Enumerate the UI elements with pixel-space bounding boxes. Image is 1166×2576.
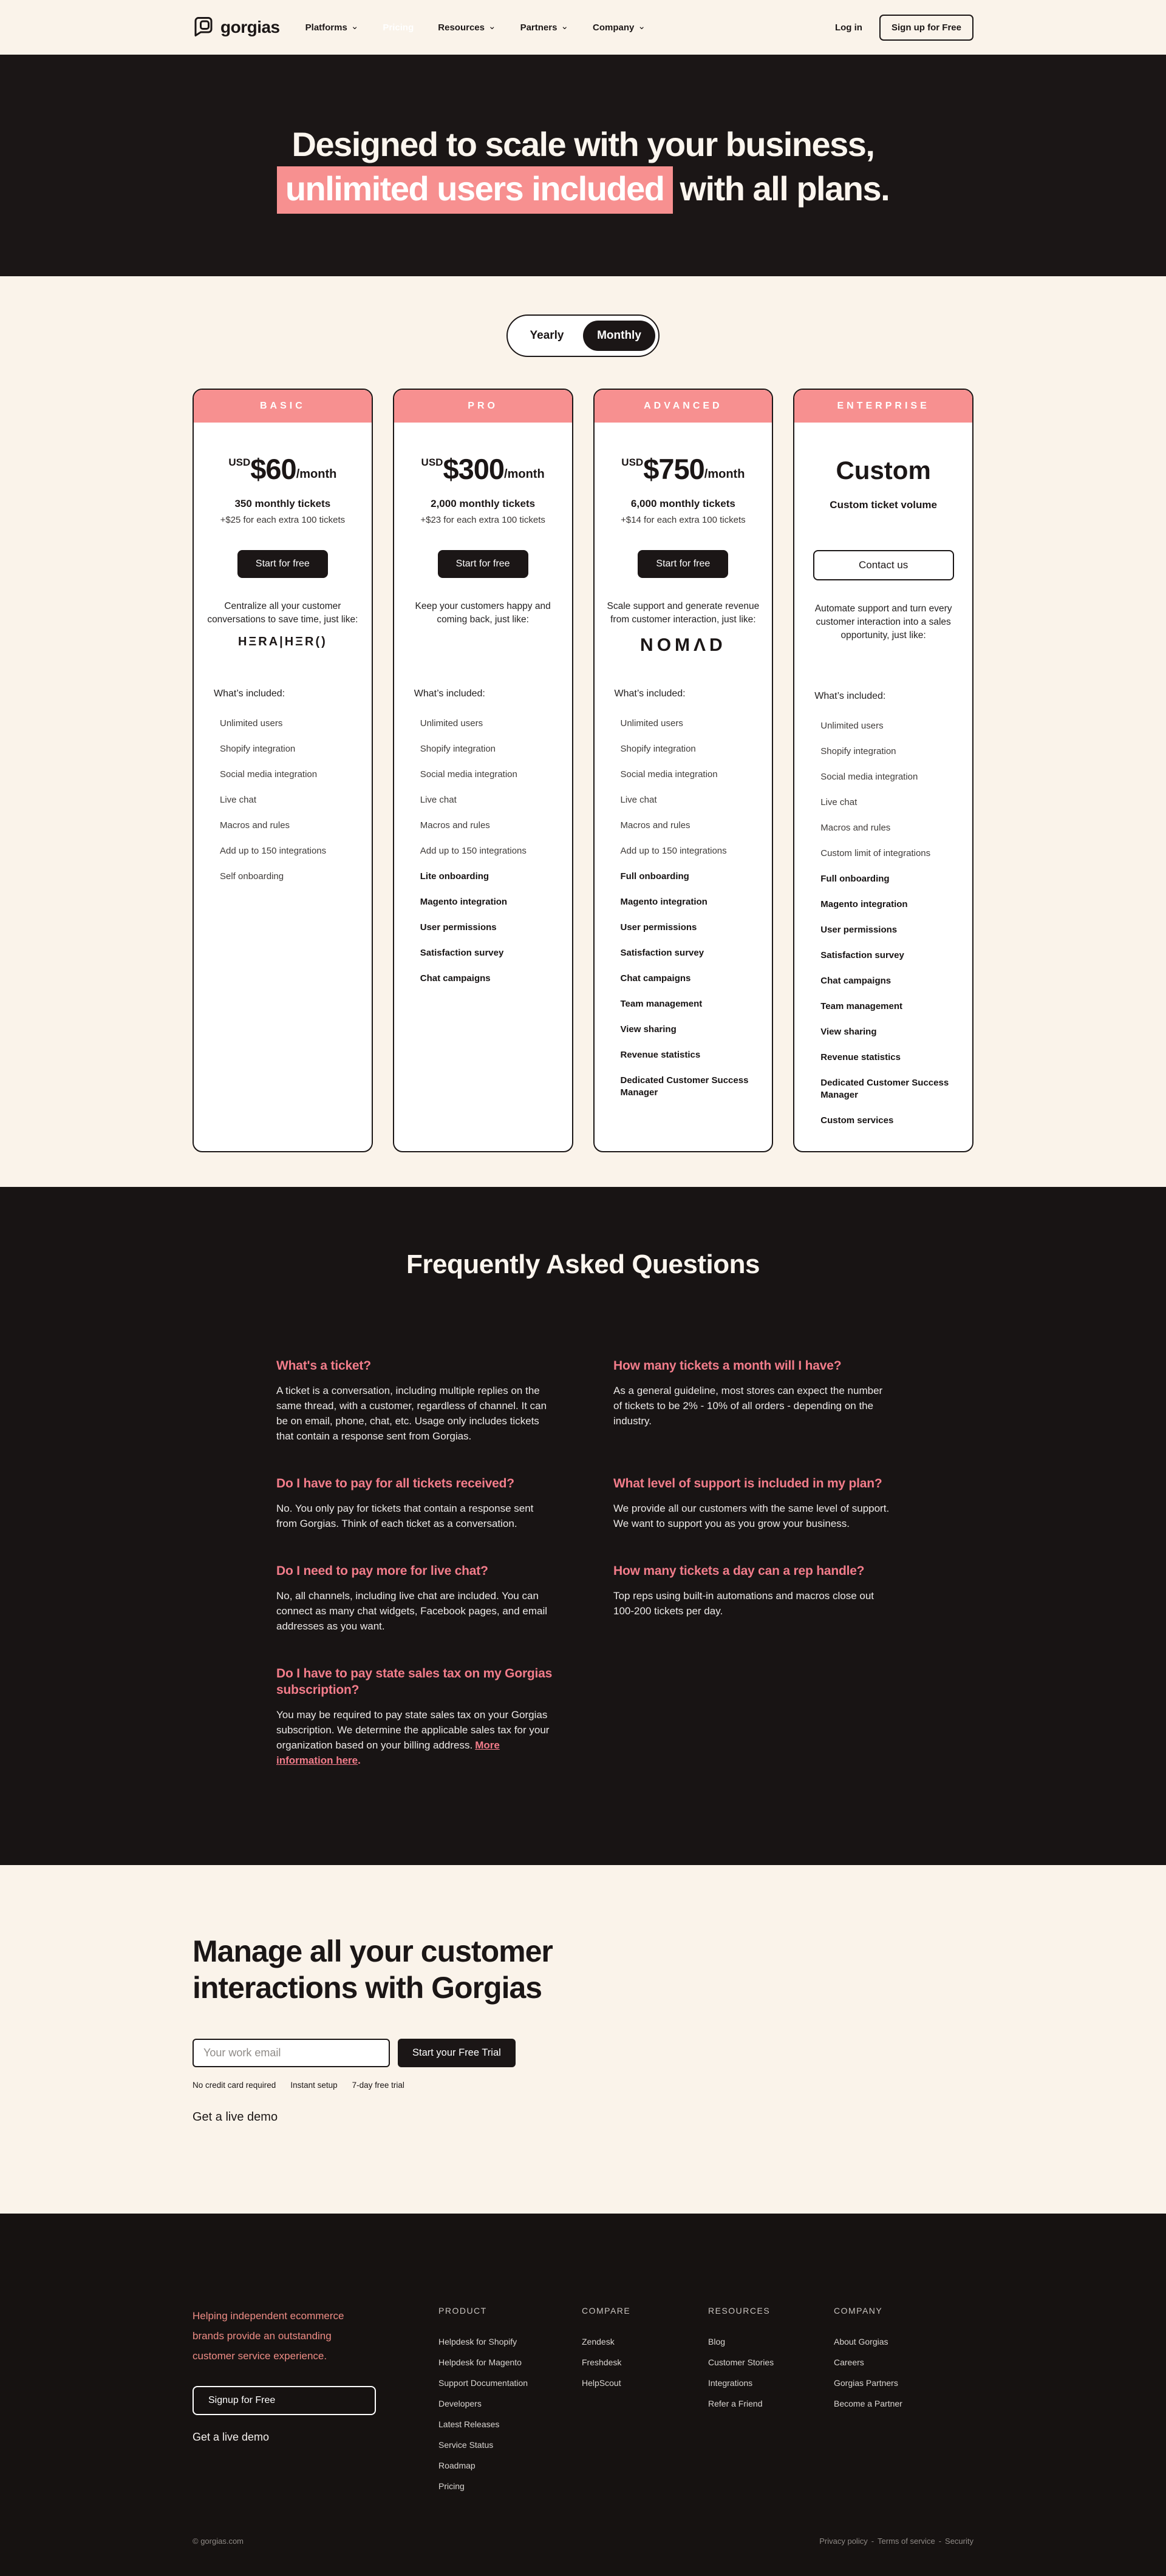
plan-header bbox=[194, 390, 372, 423]
hero-section bbox=[0, 55, 1166, 276]
plan-feature: Dedicated Customer Success Manager bbox=[620, 1075, 749, 1098]
extra-tickets-price: +$14 for each extra 100 tickets bbox=[621, 515, 746, 525]
toggle-monthly[interactable]: Monthly bbox=[583, 321, 655, 351]
billing-toggle[interactable] bbox=[506, 314, 660, 357]
site-footer bbox=[0, 2214, 1166, 2576]
nav-resources[interactable]: Resources ⌄ bbox=[438, 22, 496, 33]
footer-link[interactable]: Integrations bbox=[708, 2378, 753, 2388]
footer-link[interactable]: Latest Releases bbox=[438, 2419, 500, 2429]
plan-description: Automate support and turn every customer interaction into a sales opportunity, just like: bbox=[814, 603, 952, 641]
plan-feature: Chat campaigns bbox=[420, 973, 491, 984]
plan-description-block bbox=[194, 600, 372, 688]
faq-answer: No, all channels, including live chat are included. You can connect as many chat widgets, Facebook pages, and email addresses as you want. bbox=[276, 1590, 548, 1632]
footer-tagline: Helping independent ecommerce brands provide an outstanding customer service experience. bbox=[193, 2310, 344, 2362]
plan-feature: Shopify integration bbox=[220, 744, 296, 754]
more-information-link[interactable]: More information here bbox=[276, 1739, 500, 1766]
plan-name: PRO bbox=[468, 401, 498, 411]
price-amount: $750 bbox=[643, 453, 704, 485]
plan-feature: Live chat bbox=[220, 795, 257, 805]
plan-description: Centralize all your customer conversations to save time, just like: bbox=[207, 601, 358, 625]
footer-link[interactable]: Helpdesk for Magento bbox=[438, 2357, 522, 2367]
contact-us-button[interactable]: Contact us bbox=[813, 550, 954, 580]
plan-feature: Custom services bbox=[820, 1115, 894, 1126]
included-label: What’s included: bbox=[414, 688, 485, 699]
plan-feature: View sharing bbox=[620, 1024, 677, 1035]
plan-feature: Magento integration bbox=[820, 899, 908, 909]
plan-feature: Shopify integration bbox=[820, 746, 896, 756]
price-custom: Custom bbox=[836, 456, 931, 484]
gorgias-logo-icon bbox=[193, 15, 214, 40]
plan-feature: Macros and rules bbox=[620, 820, 690, 831]
footer-column-title: PRODUCT bbox=[438, 2306, 487, 2316]
plan-feature: User permissions bbox=[420, 922, 497, 933]
nav-company[interactable]: Company ⌄ bbox=[593, 22, 646, 33]
footer-column-compare bbox=[582, 2306, 708, 2503]
price-area bbox=[420, 454, 545, 550]
nav-pricing[interactable]: Pricing bbox=[383, 22, 414, 33]
plan-feature: Team management bbox=[620, 999, 703, 1009]
cta-fine-print bbox=[193, 2081, 973, 2090]
plan-description: Keep your customers happy and coming back, just like: bbox=[415, 601, 551, 625]
faq-grid bbox=[276, 1358, 890, 1768]
bullet-no-credit-card: No credit card required bbox=[193, 2081, 276, 2090]
faq-section bbox=[0, 1187, 1166, 1865]
faq-item bbox=[276, 1563, 553, 1634]
start-free-trial-button[interactable]: Start your Free Trial bbox=[398, 2039, 516, 2067]
hero-heading bbox=[0, 123, 1166, 214]
included-label: What’s included: bbox=[614, 688, 686, 699]
included-label: What’s included: bbox=[814, 691, 886, 701]
plan-feature: Add up to 150 integrations bbox=[420, 846, 527, 856]
plan-feature: Unlimited users bbox=[220, 718, 283, 729]
plans-row bbox=[193, 389, 973, 1152]
footer-link[interactable]: Zendesk bbox=[582, 2337, 615, 2347]
footer-column-title: COMPANY bbox=[834, 2306, 883, 2316]
faq-answer: No. You only pay for tickets that contain a response sent from Gorgias. Think of each ticket as a conversation. bbox=[276, 1503, 534, 1529]
plan-feature: User permissions bbox=[820, 925, 898, 935]
footer-link[interactable]: Gorgias Partners bbox=[834, 2378, 898, 2388]
extra-tickets-price: +$25 for each extra 100 tickets bbox=[220, 515, 346, 525]
footer-demo-link[interactable]: Get a live demo bbox=[193, 2431, 270, 2443]
price-area bbox=[621, 454, 746, 550]
plan-card-basic bbox=[193, 389, 373, 1152]
price-area bbox=[830, 454, 937, 550]
plan-feature: Shopify integration bbox=[620, 744, 696, 754]
faq-question: What's a ticket? bbox=[276, 1359, 371, 1373]
plan-feature: Unlimited users bbox=[620, 718, 683, 729]
plan-feature: Shopify integration bbox=[420, 744, 496, 754]
faq-answer: You may be required to pay state sales tax on your Gorgias subscription. We determine the applicable sales tax for your organization based on your billing address. More information here. bbox=[276, 1709, 550, 1766]
footer-link[interactable]: Freshdesk bbox=[582, 2357, 622, 2367]
plan-feature: Revenue statistics bbox=[620, 1050, 701, 1060]
bullet-instant-setup: Instant setup bbox=[290, 2081, 338, 2090]
hero-line-1: Designed to scale with your business, bbox=[292, 125, 874, 163]
plan-description: Scale support and generate revenue from customer interaction, just like: bbox=[607, 601, 760, 625]
faq-title: Frequently Asked Questions bbox=[406, 1249, 760, 1279]
plan-feature: Unlimited users bbox=[820, 721, 884, 731]
price-period: /month bbox=[504, 467, 545, 481]
faq-question: Do I need to pay more for live chat? bbox=[276, 1564, 488, 1578]
faq-question: Do I have to pay for all tickets received? bbox=[276, 1477, 514, 1490]
plan-feature: Full onboarding bbox=[620, 871, 689, 882]
plan-feature: Self onboarding bbox=[220, 871, 284, 882]
herahero-logo: HΞRA|HΞR() bbox=[237, 635, 327, 648]
faq-question: What level of support is included in my plan? bbox=[613, 1477, 882, 1490]
feature-list bbox=[794, 720, 972, 1140]
legal-links: Privacy policy - Terms of service - Security bbox=[819, 2537, 973, 2546]
faq-item bbox=[613, 1563, 890, 1634]
start-for-free-button[interactable]: Start for free bbox=[438, 550, 528, 578]
tickets-included: 6,000 monthly tickets bbox=[630, 498, 735, 509]
faq-answer: As a general guideline, most stores can expect the number of tickets to be 2% - 10% of all orders - depending on the industry. bbox=[613, 1385, 883, 1427]
tickets-included: 2,000 monthly tickets bbox=[431, 498, 536, 509]
plan-header bbox=[794, 390, 972, 423]
bullet-free-trial: 7-day free trial bbox=[352, 2081, 404, 2090]
security-link[interactable]: Security bbox=[945, 2537, 973, 2546]
footer-signup-button[interactable]: Signup for Free bbox=[193, 2386, 376, 2415]
nav-partners[interactable]: Partners ⌄ bbox=[520, 22, 568, 33]
faq-item bbox=[613, 1358, 890, 1444]
cta-heading: Manage all your customer interactions with Gorgias bbox=[193, 1934, 553, 2005]
plan-header bbox=[595, 390, 772, 423]
faq-question: How many tickets a month will I have? bbox=[613, 1359, 842, 1373]
plan-feature: Full onboarding bbox=[820, 874, 890, 884]
plan-feature: Live chat bbox=[620, 795, 657, 805]
faq-answer: A ticket is a conversation, including multiple replies on the same thread, with a customer, regardless of channel. It can be on email, phone, chat, etc. Usage only includes tickets that contain a response sent from Gorgias. bbox=[276, 1385, 547, 1442]
start-for-free-button[interactable]: Start for free bbox=[638, 550, 728, 578]
nav-platforms[interactable]: Platforms ⌄ bbox=[305, 22, 359, 33]
price-period: /month bbox=[704, 467, 745, 481]
footer-column-title: COMPARE bbox=[582, 2306, 631, 2316]
price-currency: USD bbox=[621, 457, 644, 468]
faq-question: How many tickets a day can a rep handle? bbox=[613, 1564, 865, 1578]
hero-highlight: unlimited users included bbox=[277, 166, 673, 214]
plan-feature: Live chat bbox=[420, 795, 457, 805]
plan-feature: Macros and rules bbox=[220, 820, 290, 831]
plan-header bbox=[394, 390, 572, 423]
footer-link[interactable]: HelpScout bbox=[582, 2378, 621, 2388]
copyright: © gorgias.com bbox=[193, 2537, 244, 2546]
plan-feature: Chat campaigns bbox=[820, 976, 892, 986]
price-amount: $60 bbox=[250, 453, 296, 485]
plan-feature: Lite onboarding bbox=[420, 871, 489, 882]
plan-card-pro bbox=[393, 389, 573, 1152]
plan-description-block bbox=[595, 600, 772, 688]
plan-feature: Unlimited users bbox=[420, 718, 483, 729]
plan-feature: Macros and rules bbox=[820, 823, 891, 833]
plan-feature: View sharing bbox=[820, 1027, 877, 1037]
site-header bbox=[0, 0, 1166, 55]
plan-feature: Satisfaction survey bbox=[820, 950, 904, 960]
privacy-policy-link[interactable]: Privacy policy bbox=[819, 2537, 868, 2546]
plan-card-enterprise bbox=[793, 389, 973, 1152]
start-for-free-button[interactable]: Start for free bbox=[237, 550, 328, 578]
plan-feature: Dedicated Customer Success Manager bbox=[820, 1078, 949, 1100]
gorgias-logo[interactable] bbox=[193, 15, 280, 40]
footer-column-resources bbox=[708, 2306, 834, 2503]
plan-feature: Social media integration bbox=[620, 769, 718, 780]
footer-column-product bbox=[438, 2306, 582, 2503]
extra-tickets-price: +$23 for each extra 100 tickets bbox=[420, 515, 545, 525]
footer-left bbox=[193, 2306, 438, 2503]
included-label: What’s included: bbox=[214, 688, 285, 699]
nomad-logo: NOMΛD bbox=[640, 635, 726, 655]
plan-feature: Add up to 150 integrations bbox=[620, 846, 727, 856]
faq-answer: Top reps using built-in automations and macros close out 100-200 tickets per day. bbox=[613, 1590, 874, 1617]
footer-link[interactable]: Service Status bbox=[438, 2440, 494, 2450]
cta-form bbox=[193, 2039, 973, 2067]
footer-link[interactable]: Support Documentation bbox=[438, 2378, 528, 2388]
plan-feature: Macros and rules bbox=[420, 820, 490, 831]
plan-feature: Satisfaction survey bbox=[420, 948, 504, 958]
plan-feature: Custom limit of integrations bbox=[820, 848, 931, 858]
footer-link[interactable]: Roadmap bbox=[438, 2461, 476, 2470]
plan-name: ADVANCED bbox=[644, 401, 723, 411]
work-email-input[interactable] bbox=[193, 2039, 390, 2067]
faq-item bbox=[613, 1475, 890, 1531]
footer-link[interactable]: Pricing bbox=[438, 2481, 465, 2491]
plan-feature: Social media integration bbox=[420, 769, 517, 780]
plan-feature: Live chat bbox=[820, 797, 857, 807]
plan-name: ENTERPRISE bbox=[837, 401, 930, 411]
plan-feature: Social media integration bbox=[220, 769, 318, 780]
feature-list bbox=[595, 718, 772, 1112]
signup-button[interactable]: Sign up for Free bbox=[879, 15, 973, 41]
footer-link[interactable]: Helpdesk for Shopify bbox=[438, 2337, 517, 2347]
pricing-section bbox=[0, 276, 1166, 1187]
price-currency: USD bbox=[421, 457, 443, 468]
faq-question: Do I have to pay state sales tax on my Gorgias subscription? bbox=[276, 1667, 553, 1697]
plan-feature: Revenue statistics bbox=[820, 1052, 901, 1062]
toggle-yearly[interactable]: Yearly bbox=[530, 329, 564, 342]
tickets-included: 350 monthly tickets bbox=[234, 498, 331, 509]
footer-link[interactable]: Blog bbox=[708, 2337, 726, 2347]
terms-of-service-link[interactable]: Terms of service bbox=[878, 2537, 935, 2546]
plan-feature: User permissions bbox=[620, 922, 697, 933]
plan-feature: Social media integration bbox=[820, 772, 918, 782]
cta-section bbox=[0, 1865, 1166, 2214]
price-amount: $300 bbox=[443, 453, 505, 485]
faq-item bbox=[276, 1475, 553, 1531]
plan-feature: Magento integration bbox=[420, 897, 508, 907]
plan-description-block bbox=[794, 602, 972, 691]
footer-link[interactable]: About Gorgias bbox=[834, 2337, 888, 2347]
plan-feature: Satisfaction survey bbox=[620, 948, 704, 958]
login-link[interactable]: Log in bbox=[834, 22, 862, 33]
footer-column-title: RESOURCES bbox=[708, 2306, 771, 2316]
tickets-included: Custom ticket volume bbox=[830, 499, 937, 511]
footer-link[interactable]: Careers bbox=[834, 2357, 864, 2367]
feature-list bbox=[394, 718, 572, 998]
plan-feature: Team management bbox=[820, 1001, 903, 1011]
price-currency: USD bbox=[228, 457, 251, 468]
faq-item bbox=[276, 1665, 553, 1768]
footer-link[interactable]: Refer a Friend bbox=[708, 2399, 763, 2408]
price-period: /month bbox=[296, 467, 337, 481]
footer-column-company bbox=[834, 2306, 973, 2503]
plan-feature: Chat campaigns bbox=[620, 973, 691, 984]
plan-description-block bbox=[394, 600, 572, 688]
footer-link[interactable]: Become a Partner bbox=[834, 2399, 902, 2408]
faq-item bbox=[276, 1358, 553, 1444]
plan-card-advanced bbox=[593, 389, 774, 1152]
price-area bbox=[220, 454, 346, 550]
hero-line-2: unlimited users included with all plans. bbox=[0, 166, 1166, 214]
feature-list bbox=[194, 718, 372, 896]
gorgias-wordmark: gorgias bbox=[220, 18, 280, 36]
get-live-demo-link[interactable]: Get a live demo bbox=[193, 2110, 278, 2124]
plan-feature: Add up to 150 integrations bbox=[220, 846, 327, 856]
main-nav bbox=[305, 22, 646, 33]
footer-link[interactable]: Customer Stories bbox=[708, 2357, 774, 2367]
plan-name: BASIC bbox=[259, 401, 305, 411]
footer-bottom-bar bbox=[193, 2537, 973, 2546]
footer-link[interactable]: Developers bbox=[438, 2399, 482, 2408]
plan-feature: Magento integration bbox=[620, 897, 707, 907]
faq-answer: We provide all our customers with the same level of support. We want to support you as you grow your business. bbox=[613, 1503, 890, 1529]
